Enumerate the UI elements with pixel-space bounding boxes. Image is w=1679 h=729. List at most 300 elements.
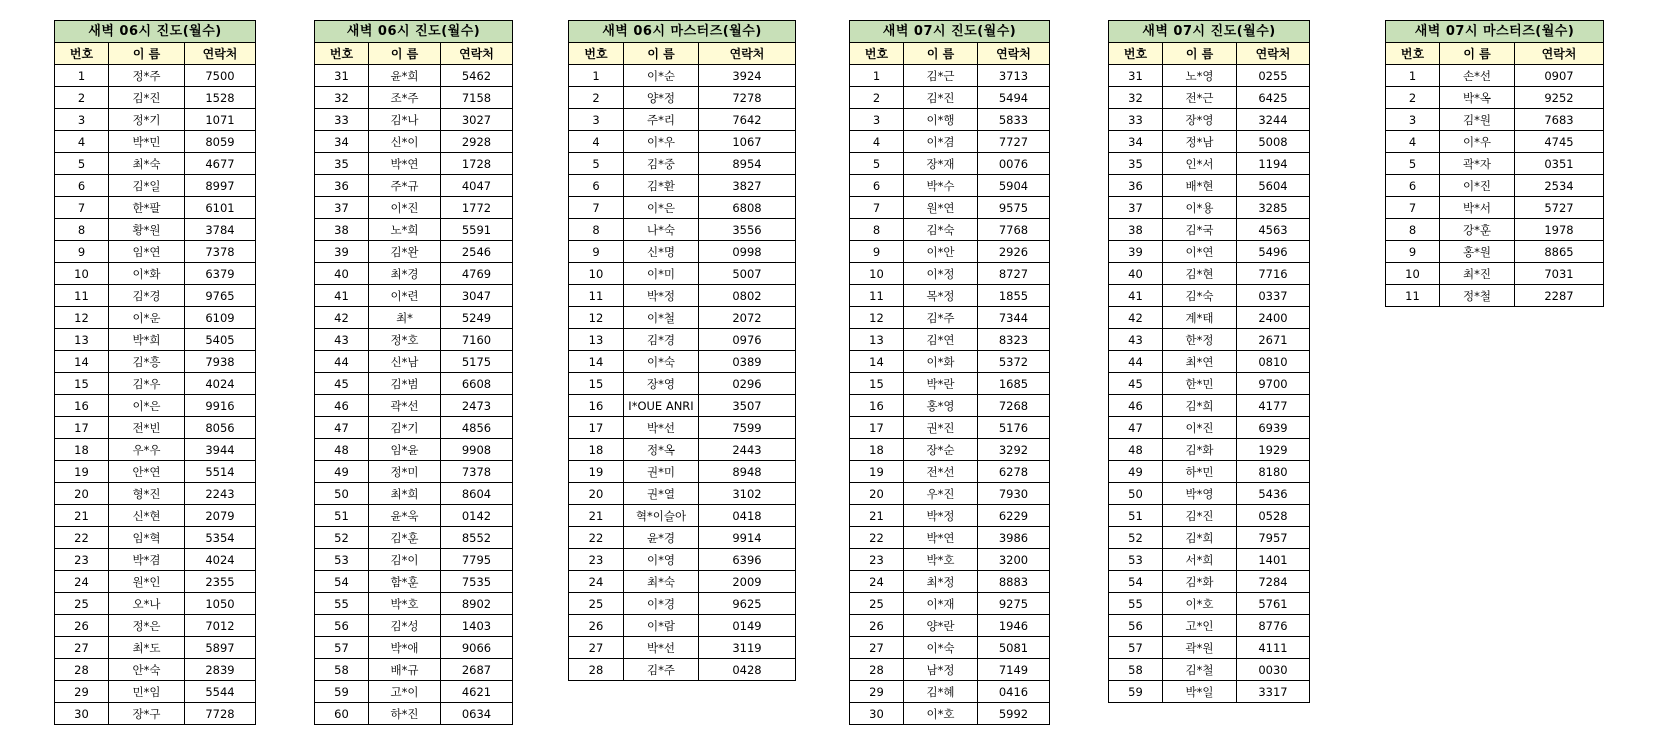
cell-contact: 5992 bbox=[978, 703, 1050, 725]
cell-name: 김*현 bbox=[1163, 263, 1237, 285]
cell-contact: 2671 bbox=[1237, 329, 1310, 351]
cell-name: 권*진 bbox=[904, 417, 978, 439]
cell-contact: 4745 bbox=[1515, 131, 1604, 153]
cell-number: 45 bbox=[1109, 373, 1163, 395]
cell-name: 이*우 bbox=[624, 131, 699, 153]
cell-number: 6 bbox=[569, 175, 624, 197]
table-row bbox=[850, 109, 1050, 131]
table-row bbox=[315, 461, 513, 483]
table-row bbox=[850, 593, 1050, 615]
cell-number: 44 bbox=[315, 351, 369, 373]
cell-contact: 7930 bbox=[978, 483, 1050, 505]
cell-contact: 9908 bbox=[441, 439, 513, 461]
cell-name: 이*재 bbox=[904, 593, 978, 615]
cell-number: 21 bbox=[850, 505, 904, 527]
cell-contact: 0389 bbox=[699, 351, 796, 373]
table-row bbox=[850, 373, 1050, 395]
cell-contact: 5462 bbox=[441, 65, 513, 87]
cell-contact: 3556 bbox=[699, 219, 796, 241]
cell-name: 정*옥 bbox=[624, 439, 699, 461]
cell-name: 장*구 bbox=[109, 703, 185, 725]
cell-contact: 8604 bbox=[441, 483, 513, 505]
cell-contact: 3292 bbox=[978, 439, 1050, 461]
cell-contact: 4024 bbox=[185, 373, 256, 395]
cell-contact: 5514 bbox=[185, 461, 256, 483]
cell-name: 이*경 bbox=[624, 593, 699, 615]
table-row bbox=[850, 197, 1050, 219]
cell-name: 박*호 bbox=[369, 593, 441, 615]
cell-name: 한*팔 bbox=[109, 197, 185, 219]
cell-name: 서*희 bbox=[1163, 549, 1237, 571]
cell-contact: 5176 bbox=[978, 417, 1050, 439]
cell-name: 김*진 bbox=[1163, 505, 1237, 527]
cell-contact: 2287 bbox=[1515, 285, 1604, 307]
table-row bbox=[1109, 351, 1310, 373]
cell-contact: 5081 bbox=[978, 637, 1050, 659]
cell-number: 4 bbox=[850, 131, 904, 153]
cell-name: 형*진 bbox=[109, 483, 185, 505]
table-row bbox=[55, 593, 256, 615]
roster-table-5 bbox=[1108, 20, 1310, 703]
cell-name: 배*규 bbox=[369, 659, 441, 681]
cell-name: 김*희 bbox=[1163, 527, 1237, 549]
cell-contact: 3027 bbox=[441, 109, 513, 131]
cell-name: 양*정 bbox=[624, 87, 699, 109]
cell-name: 고*이 bbox=[369, 681, 441, 703]
table-row bbox=[315, 703, 513, 725]
cell-number: 57 bbox=[1109, 637, 1163, 659]
cell-number: 13 bbox=[569, 329, 624, 351]
table-row bbox=[315, 263, 513, 285]
cell-contact: 9916 bbox=[185, 395, 256, 417]
table-row bbox=[315, 109, 513, 131]
cell-number: 59 bbox=[315, 681, 369, 703]
cell-number: 45 bbox=[315, 373, 369, 395]
cell-name: 박*정 bbox=[624, 285, 699, 307]
cell-contact: 0416 bbox=[978, 681, 1050, 703]
cell-contact: 2400 bbox=[1237, 307, 1310, 329]
cell-number: 3 bbox=[1386, 109, 1440, 131]
cell-name: 박*연 bbox=[369, 153, 441, 175]
cell-name: 임*윤 bbox=[369, 439, 441, 461]
table-row bbox=[569, 307, 796, 329]
cell-contact: 9914 bbox=[699, 527, 796, 549]
cell-contact: 3285 bbox=[1237, 197, 1310, 219]
cell-name: 신*현 bbox=[109, 505, 185, 527]
table-row bbox=[569, 285, 796, 307]
cell-name: 최* bbox=[369, 307, 441, 329]
cell-contact: 7795 bbox=[441, 549, 513, 571]
table-row bbox=[55, 703, 256, 725]
cell-name: 노*희 bbox=[369, 219, 441, 241]
cell-contact: 9275 bbox=[978, 593, 1050, 615]
cell-number: 58 bbox=[315, 659, 369, 681]
cell-name: 우*진 bbox=[904, 483, 978, 505]
cell-name: 이*순 bbox=[624, 65, 699, 87]
table-row bbox=[569, 571, 796, 593]
cell-number: 51 bbox=[1109, 505, 1163, 527]
cell-name: 최*희 bbox=[369, 483, 441, 505]
cell-name: 박*란 bbox=[904, 373, 978, 395]
col-header-number: 번호 bbox=[850, 43, 904, 65]
cell-number: 7 bbox=[850, 197, 904, 219]
cell-name: 최*숙 bbox=[624, 571, 699, 593]
cell-name: 황*원 bbox=[109, 219, 185, 241]
table-row bbox=[55, 637, 256, 659]
table-row bbox=[315, 571, 513, 593]
cell-name: 김*진 bbox=[904, 87, 978, 109]
col-header-name: 이 름 bbox=[904, 43, 978, 65]
cell-number: 13 bbox=[850, 329, 904, 351]
cell-name: 김*완 bbox=[369, 241, 441, 263]
cell-name: 최*숙 bbox=[109, 153, 185, 175]
cell-name: 이*겸 bbox=[904, 131, 978, 153]
table-row bbox=[1109, 439, 1310, 461]
cell-number: 38 bbox=[315, 219, 369, 241]
cell-number: 21 bbox=[55, 505, 109, 527]
cell-number: 18 bbox=[55, 439, 109, 461]
cell-contact: 3047 bbox=[441, 285, 513, 307]
cell-number: 5 bbox=[850, 153, 904, 175]
table-row bbox=[1109, 329, 1310, 351]
cell-contact: 7268 bbox=[978, 395, 1050, 417]
cell-number: 35 bbox=[315, 153, 369, 175]
cell-contact: 5897 bbox=[185, 637, 256, 659]
table-row bbox=[315, 131, 513, 153]
cell-number: 26 bbox=[850, 615, 904, 637]
cell-number: 14 bbox=[55, 351, 109, 373]
cell-number: 41 bbox=[1109, 285, 1163, 307]
cell-name: 홍*영 bbox=[904, 395, 978, 417]
table-row bbox=[1109, 153, 1310, 175]
table-row bbox=[850, 681, 1050, 703]
table-row bbox=[569, 395, 796, 417]
cell-name: 김*범 bbox=[369, 373, 441, 395]
cell-name: 이*철 bbox=[624, 307, 699, 329]
table-row bbox=[315, 439, 513, 461]
cell-name: 혁*이슬아 bbox=[624, 505, 699, 527]
col-header-number: 번호 bbox=[1386, 43, 1440, 65]
cell-number: 17 bbox=[55, 417, 109, 439]
cell-contact: 5494 bbox=[978, 87, 1050, 109]
cell-name: 박*희 bbox=[109, 329, 185, 351]
table-row bbox=[1109, 219, 1310, 241]
cell-contact: 4024 bbox=[185, 549, 256, 571]
cell-name: 곽*선 bbox=[369, 395, 441, 417]
table-row bbox=[1109, 417, 1310, 439]
cell-name: 노*영 bbox=[1163, 65, 1237, 87]
cell-name: 이*미 bbox=[624, 263, 699, 285]
cell-name: 한*민 bbox=[1163, 373, 1237, 395]
table-title: 새벽 07시 진도(월수) bbox=[850, 21, 1050, 43]
table-row bbox=[55, 571, 256, 593]
cell-contact: 7957 bbox=[1237, 527, 1310, 549]
cell-name: 이*용 bbox=[1163, 197, 1237, 219]
cell-contact: 3119 bbox=[699, 637, 796, 659]
cell-number: 20 bbox=[55, 483, 109, 505]
table-row bbox=[315, 659, 513, 681]
table-row bbox=[1109, 593, 1310, 615]
roster-table-4 bbox=[849, 20, 1050, 725]
cell-name: 최*도 bbox=[109, 637, 185, 659]
cell-number: 24 bbox=[569, 571, 624, 593]
cell-name: 김*훈 bbox=[369, 527, 441, 549]
table-row bbox=[569, 109, 796, 131]
table-row bbox=[569, 131, 796, 153]
table-row bbox=[315, 241, 513, 263]
cell-contact: 8727 bbox=[978, 263, 1050, 285]
table-row bbox=[55, 659, 256, 681]
col-header-name: 이 름 bbox=[1163, 43, 1237, 65]
cell-name: 강*훈 bbox=[1440, 219, 1515, 241]
cell-number: 12 bbox=[569, 307, 624, 329]
cell-number: 52 bbox=[315, 527, 369, 549]
col-header-contact: 연락처 bbox=[185, 43, 256, 65]
cell-contact: 5007 bbox=[699, 263, 796, 285]
cell-contact: 8948 bbox=[699, 461, 796, 483]
cell-contact: 1728 bbox=[441, 153, 513, 175]
cell-number: 47 bbox=[1109, 417, 1163, 439]
cell-name: 윤*희 bbox=[369, 65, 441, 87]
cell-contact: 2687 bbox=[441, 659, 513, 681]
table-row bbox=[850, 483, 1050, 505]
cell-contact: 1401 bbox=[1237, 549, 1310, 571]
cell-number: 11 bbox=[850, 285, 904, 307]
cell-contact: 6101 bbox=[185, 197, 256, 219]
col-header-contact: 연락처 bbox=[699, 43, 796, 65]
cell-name: 인*서 bbox=[1163, 153, 1237, 175]
cell-contact: 6939 bbox=[1237, 417, 1310, 439]
cell-contact: 1946 bbox=[978, 615, 1050, 637]
cell-number: 20 bbox=[569, 483, 624, 505]
cell-name: 박*애 bbox=[369, 637, 441, 659]
cell-number: 23 bbox=[569, 549, 624, 571]
cell-contact: 6109 bbox=[185, 307, 256, 329]
cell-number: 31 bbox=[315, 65, 369, 87]
cell-name: 김*기 bbox=[369, 417, 441, 439]
table-row bbox=[55, 373, 256, 395]
cell-name: 김*중 bbox=[624, 153, 699, 175]
cell-contact: 2079 bbox=[185, 505, 256, 527]
cell-name: 임*혁 bbox=[109, 527, 185, 549]
cell-contact: 2355 bbox=[185, 571, 256, 593]
cell-contact: 3507 bbox=[699, 395, 796, 417]
cell-number: 46 bbox=[315, 395, 369, 417]
cell-number: 26 bbox=[55, 615, 109, 637]
table-row bbox=[1386, 153, 1604, 175]
table-row bbox=[850, 219, 1050, 241]
cell-contact: 0255 bbox=[1237, 65, 1310, 87]
cell-number: 27 bbox=[569, 637, 624, 659]
cell-number: 56 bbox=[1109, 615, 1163, 637]
cell-name: 김*경 bbox=[109, 285, 185, 307]
cell-number: 42 bbox=[1109, 307, 1163, 329]
cell-name: 이*진 bbox=[369, 197, 441, 219]
cell-number: 7 bbox=[55, 197, 109, 219]
cell-name: 안*연 bbox=[109, 461, 185, 483]
cell-contact: 1194 bbox=[1237, 153, 1310, 175]
cell-number: 9 bbox=[850, 241, 904, 263]
cell-name: 김*우 bbox=[109, 373, 185, 395]
table-row bbox=[569, 637, 796, 659]
cell-name: 나*숙 bbox=[624, 219, 699, 241]
cell-name: 목*정 bbox=[904, 285, 978, 307]
cell-name: 김*경 bbox=[624, 329, 699, 351]
table-row bbox=[315, 153, 513, 175]
cell-name: 안*숙 bbox=[109, 659, 185, 681]
cell-contact: 8902 bbox=[441, 593, 513, 615]
cell-name: 정*남 bbox=[1163, 131, 1237, 153]
cell-number: 23 bbox=[850, 549, 904, 571]
cell-contact: 8059 bbox=[185, 131, 256, 153]
cell-name: 김*원 bbox=[1440, 109, 1515, 131]
table-row bbox=[1109, 197, 1310, 219]
cell-name: 이*정 bbox=[904, 263, 978, 285]
cell-contact: 7031 bbox=[1515, 263, 1604, 285]
cell-name: 정*미 bbox=[369, 461, 441, 483]
table-row bbox=[1109, 681, 1310, 703]
cell-number: 8 bbox=[850, 219, 904, 241]
cell-number: 22 bbox=[850, 527, 904, 549]
cell-name: 이*우 bbox=[1440, 131, 1515, 153]
table-row bbox=[850, 615, 1050, 637]
cell-contact: 9625 bbox=[699, 593, 796, 615]
cell-contact: 8180 bbox=[1237, 461, 1310, 483]
table-row bbox=[569, 87, 796, 109]
cell-contact: 3944 bbox=[185, 439, 256, 461]
table-row bbox=[315, 329, 513, 351]
cell-contact: 7683 bbox=[1515, 109, 1604, 131]
cell-name: 임*연 bbox=[109, 241, 185, 263]
cell-number: 15 bbox=[850, 373, 904, 395]
cell-contact: 6229 bbox=[978, 505, 1050, 527]
cell-contact: 0351 bbox=[1515, 153, 1604, 175]
cell-number: 2 bbox=[850, 87, 904, 109]
table-row bbox=[1109, 483, 1310, 505]
cell-contact: 8865 bbox=[1515, 241, 1604, 263]
table-row bbox=[55, 681, 256, 703]
cell-number: 53 bbox=[1109, 549, 1163, 571]
table-row bbox=[850, 307, 1050, 329]
cell-contact: 7012 bbox=[185, 615, 256, 637]
cell-contact: 6425 bbox=[1237, 87, 1310, 109]
cell-name: 김*성 bbox=[369, 615, 441, 637]
table-row bbox=[1109, 241, 1310, 263]
cell-contact: 2009 bbox=[699, 571, 796, 593]
table-row bbox=[315, 681, 513, 703]
cell-contact: 5544 bbox=[185, 681, 256, 703]
cell-number: 30 bbox=[55, 703, 109, 725]
cell-number: 10 bbox=[569, 263, 624, 285]
table-row bbox=[1109, 571, 1310, 593]
cell-name: 박*연 bbox=[904, 527, 978, 549]
cell-name: 이*은 bbox=[624, 197, 699, 219]
table-title: 새벽 07시 마스터즈(월수) bbox=[1386, 21, 1604, 43]
cell-name: 박*겸 bbox=[109, 549, 185, 571]
cell-number: 54 bbox=[1109, 571, 1163, 593]
cell-name: 우*우 bbox=[109, 439, 185, 461]
cell-number: 12 bbox=[850, 307, 904, 329]
table-row bbox=[1109, 87, 1310, 109]
cell-contact: 2546 bbox=[441, 241, 513, 263]
roster-table-6 bbox=[1385, 20, 1604, 307]
cell-contact: 5436 bbox=[1237, 483, 1310, 505]
cell-name: 양*란 bbox=[904, 615, 978, 637]
table-row bbox=[569, 593, 796, 615]
cell-contact: 7160 bbox=[441, 329, 513, 351]
table-row bbox=[55, 197, 256, 219]
cell-name: 이*운 bbox=[109, 307, 185, 329]
cell-name: 박*영 bbox=[1163, 483, 1237, 505]
cell-number: 23 bbox=[55, 549, 109, 571]
roster-table-2 bbox=[314, 20, 513, 725]
table-row bbox=[850, 549, 1050, 571]
cell-contact: 5727 bbox=[1515, 197, 1604, 219]
table-row bbox=[1109, 615, 1310, 637]
table-row bbox=[315, 527, 513, 549]
cell-number: 17 bbox=[850, 417, 904, 439]
cell-contact: 0634 bbox=[441, 703, 513, 725]
cell-name: 계*태 bbox=[1163, 307, 1237, 329]
cell-contact: 5904 bbox=[978, 175, 1050, 197]
table-row bbox=[569, 175, 796, 197]
cell-number: 18 bbox=[569, 439, 624, 461]
cell-contact: 7278 bbox=[699, 87, 796, 109]
cell-number: 43 bbox=[1109, 329, 1163, 351]
cell-number: 34 bbox=[1109, 131, 1163, 153]
col-header-number: 번호 bbox=[315, 43, 369, 65]
table-row bbox=[55, 263, 256, 285]
cell-number: 49 bbox=[1109, 461, 1163, 483]
cell-number: 48 bbox=[1109, 439, 1163, 461]
table-row bbox=[55, 219, 256, 241]
cell-name: 손*선 bbox=[1440, 65, 1515, 87]
col-header-name: 이 름 bbox=[109, 43, 185, 65]
table-row bbox=[850, 461, 1050, 483]
cell-number: 41 bbox=[315, 285, 369, 307]
cell-number: 31 bbox=[1109, 65, 1163, 87]
cell-number: 4 bbox=[569, 131, 624, 153]
cell-number: 15 bbox=[55, 373, 109, 395]
cell-name: 이*연 bbox=[1163, 241, 1237, 263]
table-row bbox=[1109, 637, 1310, 659]
cell-name: 이*진 bbox=[1163, 417, 1237, 439]
table-row bbox=[55, 549, 256, 571]
cell-name: 이*행 bbox=[904, 109, 978, 131]
cell-name: 권*열 bbox=[624, 483, 699, 505]
table-row bbox=[850, 153, 1050, 175]
cell-name: 배*현 bbox=[1163, 175, 1237, 197]
table-row bbox=[1109, 373, 1310, 395]
cell-name: 조*주 bbox=[369, 87, 441, 109]
cell-contact: 6808 bbox=[699, 197, 796, 219]
table-row bbox=[315, 395, 513, 417]
cell-number: 27 bbox=[850, 637, 904, 659]
cell-number: 37 bbox=[315, 197, 369, 219]
cell-number: 39 bbox=[315, 241, 369, 263]
table-row bbox=[1386, 175, 1604, 197]
cell-contact: 4769 bbox=[441, 263, 513, 285]
cell-number: 47 bbox=[315, 417, 369, 439]
cell-name: 권*미 bbox=[624, 461, 699, 483]
cell-number: 3 bbox=[55, 109, 109, 131]
cell-name: 주*규 bbox=[369, 175, 441, 197]
table-row bbox=[850, 351, 1050, 373]
table-row bbox=[850, 703, 1050, 725]
table-row bbox=[55, 131, 256, 153]
cell-name: 함*훈 bbox=[369, 571, 441, 593]
cell-number: 8 bbox=[569, 219, 624, 241]
